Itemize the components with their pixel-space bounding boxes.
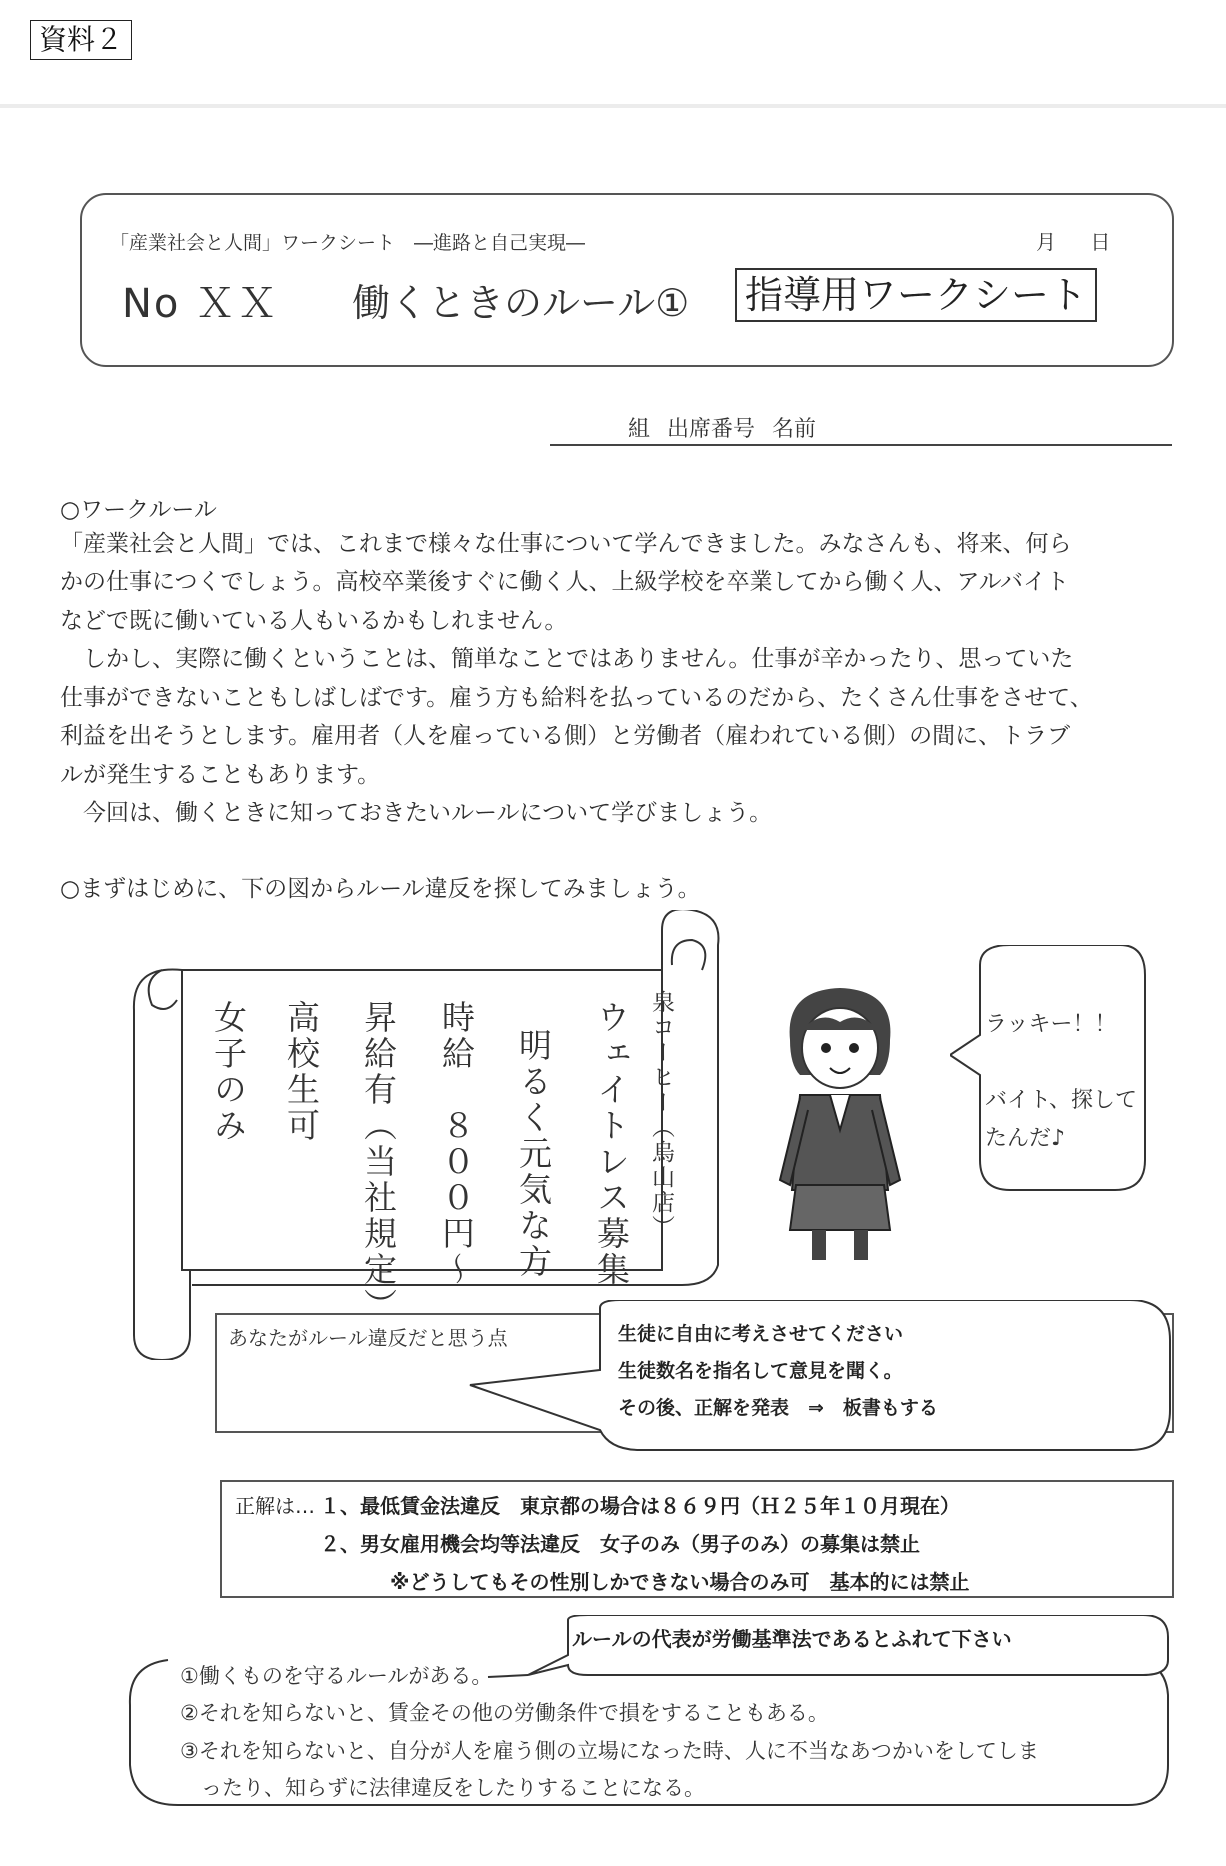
answer-line-2: ２、男女雇用機会均等法違反 女子のみ（男子のみ）の募集は禁止: [320, 1532, 920, 1556]
worksheet-title: 働くときのルール①: [352, 281, 690, 325]
summary-item-2: ②それを知らないと、賃金その他の労働条件で損をすることもある。: [180, 1701, 829, 1725]
speech-line-2: バイト、探して: [985, 1088, 1138, 1113]
intro-line-3: などで既に働いている人もいるかもしれません。: [60, 608, 568, 634]
poster-line-5: 高校生可: [282, 1000, 321, 1144]
poster-line-3: 時給 ８００円～: [437, 1000, 476, 1288]
poster-line-2: 明るく元気な方: [514, 1028, 553, 1280]
speech-line-3: たんだ♪: [985, 1126, 1066, 1151]
answer-line-3: ※どうしてもその性別しかできない場合のみ可 基本的には禁止: [390, 1570, 970, 1594]
answer-line-1: １、最低賃金法違反 東京都の場合は８６９円（Ｈ２５年１０月現在）: [320, 1494, 960, 1518]
worksheet-subtitle: 「産業社会と人間」ワークシート ―進路と自己実現―: [110, 232, 586, 254]
student-illustration: [760, 980, 920, 1270]
poster-line-4: 昇給有（当社規定）: [359, 1000, 398, 1324]
instructor-badge: 指導用ワークシート: [735, 268, 1097, 322]
teacher-callout-text: [618, 1316, 938, 1427]
intro-line-7: ルが発生することもあります。: [60, 762, 381, 788]
section-heading-find-violation: ○まずはじめに、下の図からルール違反を探してみましょう。: [60, 876, 701, 902]
poster-line-1: ウェイトレス募集: [592, 1000, 631, 1288]
intro-line-8: 今回は、働くときに知っておきたいルールについて学びましょう。: [60, 800, 773, 826]
intro-line-6: 利益を出そうとします。雇用者（人を雇っている側）と労働者（雇われている側）の間に、トラブ: [60, 723, 1071, 749]
violation-label: あなたがルール違反だと思う点: [228, 1326, 508, 1350]
intro-line-1: 「産業社会と人間」では、これまで様々な仕事について学んできました。みなさんも、将来、何ら: [60, 531, 1072, 557]
speech-line-1: ラッキー！！: [985, 1012, 1117, 1037]
worksheet-number: No ＸＸ: [122, 281, 280, 327]
callout-line-2: 生徒数名を指名して意見を聞く。: [618, 1360, 903, 1382]
document-label: 資料２: [30, 20, 132, 60]
summary-item-4: ったり、知らずに法律違反をしたりすることになる。: [180, 1776, 705, 1800]
callout-line-3: その後、正解を発表 ⇒ 板書もする: [618, 1397, 938, 1419]
intro-line-5: 仕事ができないこともしばしばです。雇う方も給料を払っているのだから、たくさん仕事をさせて、: [60, 685, 1093, 711]
summary-callout: ルールの代表が労働基準法であるとふれて下さい: [572, 1627, 1012, 1651]
summary-item-1: ①働くものを守るルールがある。: [180, 1664, 493, 1688]
intro-line-2: かの仕事につくでしょう。高校卒業後すぐに働く人、上級学校を卒業してから働く人、アルバイト: [60, 569, 1070, 595]
callout-line-1: 生徒に自由に考えさせてください: [618, 1323, 904, 1345]
poster-line-6: 女子のみ: [209, 1000, 248, 1144]
page-divider: [0, 104, 1226, 108]
date-field: 月 日: [1036, 230, 1111, 254]
name-line: 組 出席番号 名前: [628, 417, 816, 442]
answer-prefix: 正解は…: [235, 1494, 315, 1518]
section-heading-workrules: ○ワークルール: [60, 497, 217, 523]
summary-item-3: ③それを知らないと、自分が人を雇う側の立場になった時、人に不当なあつかいをしてしま: [180, 1739, 1039, 1763]
poster-shop: 泉コーヒー（烏山店）: [648, 990, 674, 1240]
intro-line-4: しかし、実際に働くということは、簡単なことではありません。仕事が辛かったり、思っていた: [60, 646, 1074, 672]
speech-text: [985, 1006, 1137, 1158]
